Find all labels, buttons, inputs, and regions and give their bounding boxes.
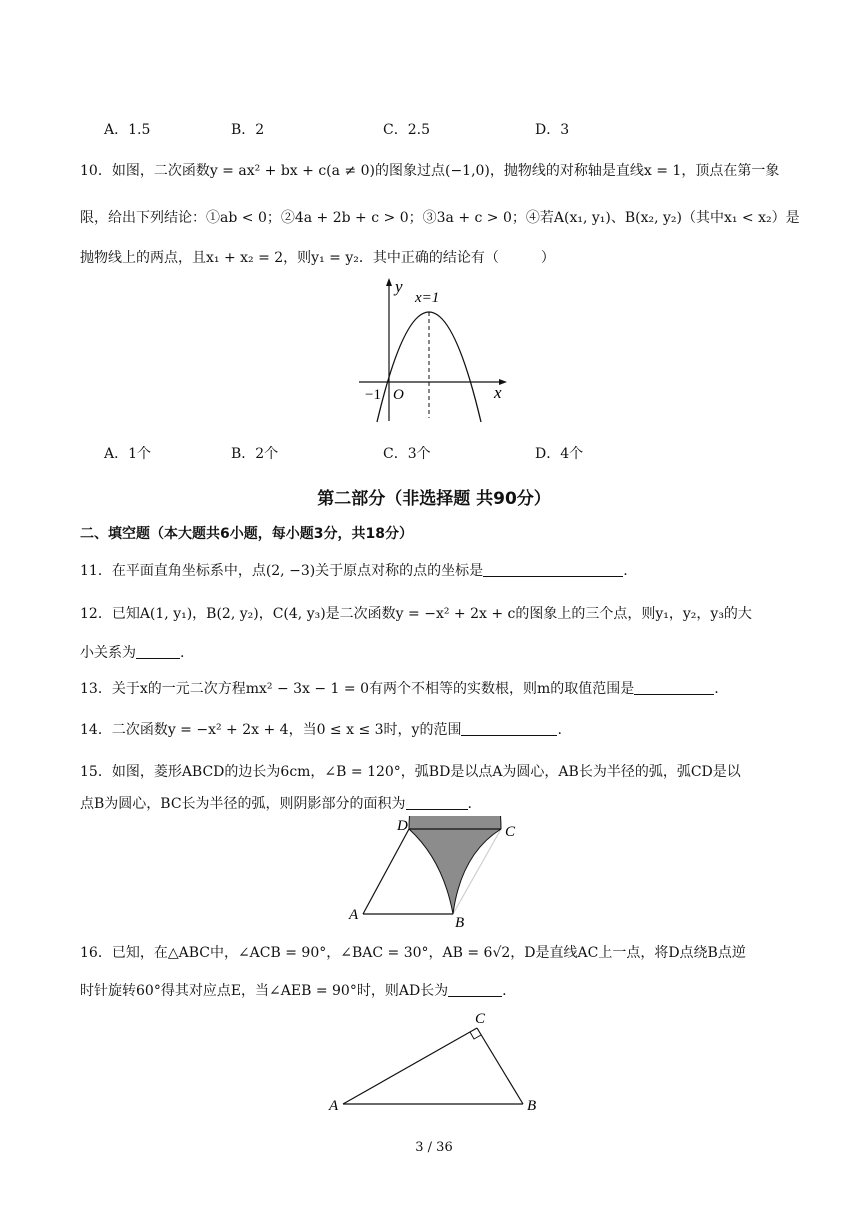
graph-axis-label: x=1 xyxy=(415,290,440,306)
q12-answer-blank[interactable] xyxy=(136,644,180,659)
q16-line-2-text: 时针旋转60°得其对应点E，当∠AEB = 90°时，则AD长为 xyxy=(80,983,449,999)
section-title: 第二部分（非选择题 共90分） xyxy=(317,489,551,509)
q15-answer-blank[interactable] xyxy=(406,795,468,810)
q16-line-2 xyxy=(80,980,507,1000)
figure-label-b: B xyxy=(527,1098,537,1114)
figure-label-d: D xyxy=(397,818,408,834)
graph-root-label: −1 xyxy=(365,387,381,403)
q13 xyxy=(80,678,719,698)
q12-end: . xyxy=(180,645,185,661)
q16-end: . xyxy=(502,983,507,999)
q10-option-c: C．3个 xyxy=(383,446,431,462)
q10-line-1: 10．如图，二次函数y = ax² + bx + c(a ≠ 0)的图象过点(−1,0)，抛物线的对称轴是直线x = 1，顶点在第一象 xyxy=(80,163,780,179)
figure-label-b: B xyxy=(455,915,465,931)
q14-end: . xyxy=(557,722,562,738)
q10-option-b: B．2个 xyxy=(231,446,279,462)
q15-rhombus-figure xyxy=(345,816,535,931)
q13-end: . xyxy=(714,681,719,697)
q13-text: 13．关于x的一元二次方程mx² − 3x − 1 = 0有两个不相等的实数根，则m的取值范围是 xyxy=(80,681,635,697)
q12-line-2 xyxy=(80,642,184,662)
q10-parabola-graph xyxy=(355,276,515,426)
figure-label-c: C xyxy=(475,1011,486,1027)
q10-line-2: 限，给出下列结论：①ab < 0；②4a + 2b + c > 0；③3a + c > 0；④若A(x₁, y₁)、B(x₂, y₂)（其中x₁ < x₂）是 xyxy=(80,210,800,226)
q15-line-1: 15．如图，菱形ABCD的边长为6cm，∠B = 120°，弧BD是以点A为圆心，AB长为半径的弧，弧CD是以 xyxy=(80,764,741,780)
q14 xyxy=(80,719,562,739)
q15-end: . xyxy=(467,796,472,812)
page-number: 3 / 36 xyxy=(415,1140,453,1155)
q16-line-1: 16．已知，在△ABC中，∠ACB = 90°，∠BAC = 30°，AB = 6√2，D是直线AC上一点，将D点绕B点逆 xyxy=(80,945,746,961)
q9-option-b: B．2 xyxy=(231,122,265,138)
section-heading: 二、填空题（本大题共6小题，每小题3分，共18分） xyxy=(80,526,413,542)
q10-option-d: D．4个 xyxy=(535,446,584,462)
q11-end: . xyxy=(623,563,628,579)
q15-line-2 xyxy=(80,793,472,813)
graph-origin-label: O xyxy=(393,387,404,403)
q10-option-a: A．1个 xyxy=(104,446,152,462)
q16-triangle-figure xyxy=(325,1006,550,1118)
graph-x-label: x xyxy=(494,383,502,402)
shaded-region xyxy=(409,816,501,914)
q12-line-1: 12．已知A(1, y₁)，B(2, y₂)，C(4, y₃)是二次函数y = −x² + 2x + c的图象上的三个点，则y₁，y₂，y₃的大 xyxy=(80,606,752,622)
q14-answer-blank[interactable] xyxy=(461,721,557,736)
figure-label-c: C xyxy=(505,824,516,840)
q9-option-a: A．1.5 xyxy=(104,122,151,138)
q9-option-c: C．2.5 xyxy=(383,122,430,138)
q10-line-3: 抛物线上的两点，且x₁ + x₂ = 2，则y₁ = y₂．其中正确的结论有（ ） xyxy=(80,250,555,266)
q12-line-2-text: 小关系为 xyxy=(80,645,136,661)
q14-text: 14．二次函数y = −x² + 2x + 4，当0 ≤ x ≤ 3时，y的范围 xyxy=(80,722,462,738)
figure-label-a: A xyxy=(349,907,359,923)
q9-option-d: D．3 xyxy=(535,122,570,138)
q11-answer-blank[interactable] xyxy=(483,562,623,577)
q11-text: 11．在平面直角坐标系中，点(2, −3)关于原点对称的点的坐标是 xyxy=(80,563,484,579)
figure-label-a: A xyxy=(329,1098,339,1114)
q13-answer-blank[interactable] xyxy=(634,680,714,695)
q15-line-2-text: 点B为圆心，BC长为半径的弧，则阴影部分的面积为 xyxy=(80,796,406,812)
q16-answer-blank[interactable] xyxy=(448,982,502,997)
q11 xyxy=(80,560,628,580)
graph-y-label: y xyxy=(395,277,403,296)
